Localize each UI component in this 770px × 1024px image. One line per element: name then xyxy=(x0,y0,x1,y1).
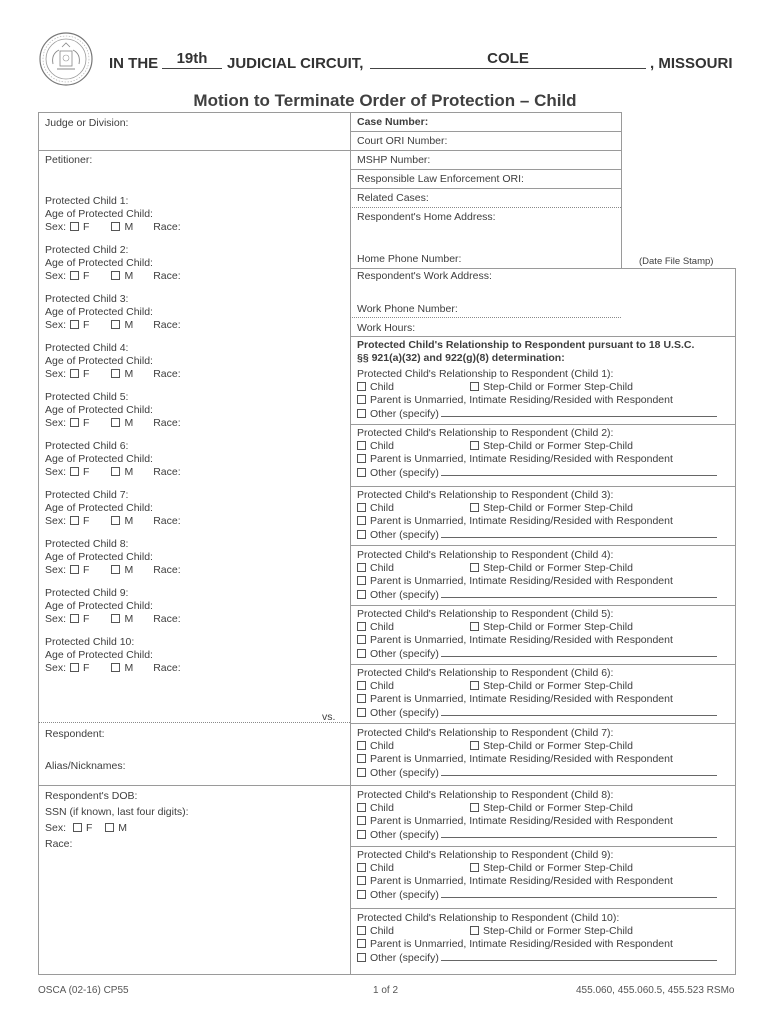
protected-child-sex-row xyxy=(45,662,181,675)
right-divider xyxy=(350,150,621,151)
relationship-row-other xyxy=(357,466,717,480)
sex-f-label: F xyxy=(83,221,90,233)
sex-f-label: F xyxy=(83,368,90,380)
alias-label: Alias/Nicknames: xyxy=(45,760,126,772)
child-checkbox[interactable] xyxy=(357,441,366,450)
sex-m-checkbox[interactable] xyxy=(111,418,120,427)
other-checkbox[interactable] xyxy=(357,590,366,599)
relationship-row-step xyxy=(470,740,633,753)
work-hours-label: Work Hours: xyxy=(357,322,416,334)
right-divider xyxy=(350,486,736,487)
sex-label: Sex: xyxy=(45,564,67,576)
respondent-label: Respondent: xyxy=(45,728,105,740)
relationship-title: Protected Child's Relationship to Respondent (Child 1): xyxy=(357,368,614,380)
protected-child-label: Protected Child 3: xyxy=(45,293,129,305)
sex-m-label: M xyxy=(124,515,134,527)
other-specify-field[interactable] xyxy=(441,828,717,838)
sex-m-label: M xyxy=(124,466,134,478)
sex-m-label: M xyxy=(124,319,134,331)
step-child-option-label: Step-Child or Former Step-Child xyxy=(483,381,633,393)
right-divider xyxy=(350,317,621,318)
respondent-dob-label: Respondent's DOB: xyxy=(45,790,138,802)
table-bottom-border xyxy=(38,974,736,975)
relationship-title: Protected Child's Relationship to Respondent (Child 10): xyxy=(357,912,620,924)
child-option-label: Child xyxy=(370,802,394,814)
race-label: Race: xyxy=(153,515,181,527)
other-specify-field[interactable] xyxy=(441,888,717,898)
respondent-sex-m-checkbox[interactable] xyxy=(105,823,114,832)
child-option-label: Child xyxy=(370,925,394,937)
sex-label: Sex: xyxy=(45,417,67,429)
sex-f-checkbox[interactable] xyxy=(70,663,79,672)
parent-unmarried-checkbox[interactable] xyxy=(357,939,366,948)
relationship-row-child xyxy=(357,802,394,815)
right-divider xyxy=(350,336,736,337)
child-checkbox[interactable] xyxy=(357,563,366,572)
relationship-row-parent xyxy=(357,693,673,706)
sex-f-checkbox[interactable] xyxy=(70,271,79,280)
protected-child-sex-row xyxy=(45,319,181,332)
missouri-state-seal xyxy=(38,31,94,87)
relationship-row-other xyxy=(357,528,717,542)
petitioner-label: Petitioner: xyxy=(45,154,93,166)
parent-unmarried-checkbox[interactable] xyxy=(357,516,366,525)
protected-child-label: Protected Child 6: xyxy=(45,440,129,452)
sex-label: Sex: xyxy=(45,662,67,674)
left-divider xyxy=(38,150,350,151)
right-divider xyxy=(350,605,736,606)
sex-m-label: M xyxy=(124,368,134,380)
relationship-row-parent xyxy=(357,815,673,828)
race-label: Race: xyxy=(153,368,181,380)
relationship-row-parent xyxy=(357,753,673,766)
relationship-row-step xyxy=(470,862,633,875)
sex-m-checkbox[interactable] xyxy=(111,467,120,476)
sex-m-checkbox[interactable] xyxy=(111,222,120,231)
judge-label: Judge or Division: xyxy=(45,117,129,129)
relationship-row-child xyxy=(357,925,394,938)
other-option-label: Other (specify) xyxy=(370,889,439,901)
other-specify-field[interactable] xyxy=(441,706,717,716)
sex-f-checkbox[interactable] xyxy=(70,222,79,231)
age-of-protected-child-label: Age of Protected Child: xyxy=(45,257,153,269)
child-checkbox[interactable] xyxy=(357,503,366,512)
age-of-protected-child-label: Age of Protected Child: xyxy=(45,502,153,514)
sex-f-label: F xyxy=(83,613,90,625)
relationship-row-child xyxy=(357,680,394,693)
relationship-row-other xyxy=(357,588,717,602)
age-of-protected-child-label: Age of Protected Child: xyxy=(45,649,153,661)
parent-unmarried-checkbox[interactable] xyxy=(357,754,366,763)
court-ori-label: Court ORI Number: xyxy=(357,135,448,147)
sex-m-checkbox[interactable] xyxy=(111,369,120,378)
sex-m-checkbox[interactable] xyxy=(111,614,120,623)
child-checkbox[interactable] xyxy=(357,741,366,750)
respondent-race-label: Race: xyxy=(45,838,73,850)
parent-unmarried-option-label: Parent is Unmarried, Intimate Residing/Resided with Respondent xyxy=(370,815,673,827)
statutes: 455.060, 455.060.5, 455.523 RSMo xyxy=(576,985,735,996)
child-option-label: Child xyxy=(370,740,394,752)
right-divider xyxy=(350,545,736,546)
relationship-row-child xyxy=(357,562,394,575)
left-divider xyxy=(38,722,350,723)
relationship-title: Protected Child's Relationship to Respondent (Child 9): xyxy=(357,849,614,861)
sex-f-checkbox[interactable] xyxy=(70,418,79,427)
table-left-border xyxy=(38,112,39,974)
race-label: Race: xyxy=(153,417,181,429)
step-child-checkbox[interactable] xyxy=(470,622,479,631)
relationship-row-step xyxy=(470,802,633,815)
relationship-row-step xyxy=(470,562,633,575)
parent-unmarried-checkbox[interactable] xyxy=(357,635,366,644)
child-option-label: Child xyxy=(370,502,394,514)
other-checkbox[interactable] xyxy=(357,708,366,717)
race-label: Race: xyxy=(153,613,181,625)
work-address-label: Respondent's Work Address: xyxy=(357,270,492,282)
sex-f-label: F xyxy=(85,822,93,834)
other-option-label: Other (specify) xyxy=(370,648,439,660)
sex-f-label: F xyxy=(83,564,90,576)
protected-child-label: Protected Child 8: xyxy=(45,538,129,550)
other-option-label: Other (specify) xyxy=(370,829,439,841)
sex-label: Sex: xyxy=(45,515,67,527)
case-number-label: Case Number: xyxy=(357,116,429,128)
relationship-row-parent xyxy=(357,938,673,951)
sex-f-checkbox[interactable] xyxy=(70,516,79,525)
relationship-row-other xyxy=(357,951,717,965)
relationship-row-parent xyxy=(357,394,673,407)
sex-label: Sex: xyxy=(45,822,67,834)
header-judicial-circuit: JUDICIAL CIRCUIT, xyxy=(227,55,364,72)
date-file-stamp-label: (Date File Stamp) xyxy=(639,256,714,267)
relationship-row-step xyxy=(470,381,633,394)
child-checkbox[interactable] xyxy=(357,863,366,872)
step-child-checkbox[interactable] xyxy=(470,926,479,935)
right-divider xyxy=(350,268,736,269)
sex-m-checkbox[interactable] xyxy=(111,516,120,525)
other-option-label: Other (specify) xyxy=(370,589,439,601)
step-child-option-label: Step-Child or Former Step-Child xyxy=(483,925,633,937)
protected-child-label: Protected Child 10: xyxy=(45,636,135,648)
sex-label: Sex: xyxy=(45,368,67,380)
home-address-label: Respondent's Home Address: xyxy=(357,211,496,223)
right-divider xyxy=(350,169,621,170)
other-option-label: Other (specify) xyxy=(370,529,439,541)
relationship-row-other xyxy=(357,828,717,842)
page-title: Motion to Terminate Order of Protection – Child xyxy=(193,91,577,110)
step-child-option-label: Step-Child or Former Step-Child xyxy=(483,621,633,633)
protected-child-label: Protected Child 5: xyxy=(45,391,129,403)
relationship-row-step xyxy=(470,621,633,634)
relationship-title: Protected Child's Relationship to Respondent (Child 4): xyxy=(357,549,614,561)
step-child-checkbox[interactable] xyxy=(470,803,479,812)
other-option-label: Other (specify) xyxy=(370,767,439,779)
age-of-protected-child-label: Age of Protected Child: xyxy=(45,551,153,563)
relationship-row-parent xyxy=(357,875,673,888)
left-divider xyxy=(38,785,350,786)
home-phone-label: Home Phone Number: xyxy=(357,253,462,265)
step-child-checkbox[interactable] xyxy=(470,681,479,690)
protected-child-label: Protected Child 7: xyxy=(45,489,129,501)
right-divider xyxy=(350,846,736,847)
sex-f-label: F xyxy=(83,319,90,331)
parent-unmarried-checkbox[interactable] xyxy=(357,454,366,463)
step-child-option-label: Step-Child or Former Step-Child xyxy=(483,502,633,514)
child-option-label: Child xyxy=(370,562,394,574)
protected-child-label: Protected Child 2: xyxy=(45,244,129,256)
relationship-row-child xyxy=(357,381,394,394)
sex-f-label: F xyxy=(83,417,90,429)
relationship-row-other xyxy=(357,407,717,421)
law-enforcement-ori-label: Responsible Law Enforcement ORI: xyxy=(357,173,524,185)
parent-unmarried-checkbox[interactable] xyxy=(357,876,366,885)
parent-unmarried-option-label: Parent is Unmarried, Intimate Residing/Resided with Respondent xyxy=(370,634,673,646)
sex-f-checkbox[interactable] xyxy=(70,467,79,476)
relationship-row-other xyxy=(357,647,717,661)
parent-unmarried-option-label: Parent is Unmarried, Intimate Residing/Resided with Respondent xyxy=(370,394,673,406)
form-id: OSCA (02-16) CP55 xyxy=(38,985,129,996)
sex-f-checkbox[interactable] xyxy=(70,614,79,623)
right-divider xyxy=(350,424,736,425)
right-divider xyxy=(350,908,736,909)
header-state: , MISSOURI xyxy=(650,55,733,72)
child-checkbox[interactable] xyxy=(357,382,366,391)
relationship-title: Protected Child's Relationship to Respondent (Child 5): xyxy=(357,608,614,620)
age-of-protected-child-label: Age of Protected Child: xyxy=(45,208,153,220)
race-label: Race: xyxy=(153,221,181,233)
sex-label: Sex: xyxy=(45,613,67,625)
protected-child-label: Protected Child 1: xyxy=(45,195,129,207)
related-cases-label: Related Cases: xyxy=(357,192,429,204)
child-checkbox[interactable] xyxy=(357,622,366,631)
protected-child-sex-row xyxy=(45,270,181,283)
circuit-number-field[interactable]: 19th xyxy=(162,50,222,69)
relationship-row-parent xyxy=(357,515,673,528)
other-checkbox[interactable] xyxy=(357,953,366,962)
case-box-right-border xyxy=(621,112,622,269)
right-divider xyxy=(350,188,621,189)
other-specify-field[interactable] xyxy=(441,951,717,961)
age-of-protected-child-label: Age of Protected Child: xyxy=(45,453,153,465)
other-checkbox[interactable] xyxy=(357,468,366,477)
parent-unmarried-option-label: Parent is Unmarried, Intimate Residing/Resided with Respondent xyxy=(370,693,673,705)
protected-child-sex-row xyxy=(45,466,181,479)
protected-child-sex-row xyxy=(45,515,181,528)
protected-child-label: Protected Child 9: xyxy=(45,587,129,599)
step-child-checkbox[interactable] xyxy=(470,863,479,872)
sex-m-label: M xyxy=(124,564,134,576)
other-option-label: Other (specify) xyxy=(370,952,439,964)
sex-f-label: F xyxy=(83,662,90,674)
relationship-row-parent xyxy=(357,634,673,647)
relationship-row-child xyxy=(357,862,394,875)
child-option-label: Child xyxy=(370,381,394,393)
ssn-label: SSN (if known, last four digits): xyxy=(45,806,189,818)
other-option-label: Other (specify) xyxy=(370,707,439,719)
relationship-title: Protected Child's Relationship to Respondent (Child 6): xyxy=(357,667,614,679)
step-child-checkbox[interactable] xyxy=(470,441,479,450)
relationship-row-step xyxy=(470,925,633,938)
race-label: Race: xyxy=(153,466,181,478)
sex-m-label: M xyxy=(124,613,134,625)
relationship-title: Protected Child's Relationship to Respondent (Child 8): xyxy=(357,789,614,801)
step-child-checkbox[interactable] xyxy=(470,741,479,750)
sex-f-checkbox[interactable] xyxy=(70,320,79,329)
relationship-row-parent xyxy=(357,575,673,588)
other-specify-field[interactable] xyxy=(441,466,717,476)
child-checkbox[interactable] xyxy=(357,926,366,935)
step-child-option-label: Step-Child or Former Step-Child xyxy=(483,740,633,752)
parent-unmarried-checkbox[interactable] xyxy=(357,694,366,703)
relationship-title: Protected Child's Relationship to Respondent (Child 3): xyxy=(357,489,614,501)
right-divider xyxy=(350,785,736,786)
relationship-row-other xyxy=(357,888,717,902)
other-option-label: Other (specify) xyxy=(370,467,439,479)
protected-child-sex-row xyxy=(45,221,181,234)
sex-f-label: F xyxy=(83,515,90,527)
right-divider xyxy=(350,664,736,665)
other-checkbox[interactable] xyxy=(357,768,366,777)
relationship-heading-line1: Protected Child's Relationship to Respondent pursuant to 18 U.S.C. xyxy=(357,339,695,351)
sex-m-label: M xyxy=(124,221,134,233)
sex-m-checkbox[interactable] xyxy=(111,565,120,574)
child-option-label: Child xyxy=(370,621,394,633)
step-child-checkbox[interactable] xyxy=(470,503,479,512)
right-divider xyxy=(350,723,736,724)
table-middle-border xyxy=(350,112,351,974)
sex-label: Sex: xyxy=(45,221,67,233)
sex-m-label: M xyxy=(118,822,128,834)
sex-m-checkbox[interactable] xyxy=(111,320,120,329)
step-child-option-label: Step-Child or Former Step-Child xyxy=(483,440,633,452)
step-child-option-label: Step-Child or Former Step-Child xyxy=(483,862,633,874)
step-child-option-label: Step-Child or Former Step-Child xyxy=(483,802,633,814)
step-child-option-label: Step-Child or Former Step-Child xyxy=(483,680,633,692)
sex-label: Sex: xyxy=(45,319,67,331)
page-number: 1 of 2 xyxy=(373,985,399,996)
other-specify-field[interactable] xyxy=(441,647,717,657)
parent-unmarried-option-label: Parent is Unmarried, Intimate Residing/Resided with Respondent xyxy=(370,753,673,765)
protected-child-sex-row xyxy=(45,613,181,626)
protected-child-sex-row xyxy=(45,417,181,430)
parent-unmarried-option-label: Parent is Unmarried, Intimate Residing/Resided with Respondent xyxy=(370,453,673,465)
other-specify-field[interactable] xyxy=(441,766,717,776)
step-child-option-label: Step-Child or Former Step-Child xyxy=(483,562,633,574)
parent-unmarried-option-label: Parent is Unmarried, Intimate Residing/Resided with Respondent xyxy=(370,938,673,950)
child-option-label: Child xyxy=(370,440,394,452)
step-child-checkbox[interactable] xyxy=(470,382,479,391)
relationship-row-child xyxy=(357,740,394,753)
table-right-border xyxy=(735,269,736,974)
other-option-label: Other (specify) xyxy=(370,408,439,420)
race-label: Race: xyxy=(153,662,181,674)
sex-label: Sex: xyxy=(45,270,67,282)
relationship-title: Protected Child's Relationship to Respondent (Child 2): xyxy=(357,427,614,439)
header-in-the: IN THE xyxy=(109,55,159,72)
race-label: Race: xyxy=(153,564,181,576)
other-checkbox[interactable] xyxy=(357,830,366,839)
child-checkbox[interactable] xyxy=(357,803,366,812)
race-label: Race: xyxy=(153,319,181,331)
county-field[interactable]: COLE xyxy=(370,50,646,69)
relationship-row-step xyxy=(470,440,633,453)
relationship-row-parent xyxy=(357,453,673,466)
relationship-row-child xyxy=(357,621,394,634)
vs-label: vs. xyxy=(322,711,336,723)
sex-label: Sex: xyxy=(45,466,67,478)
respondent-sex-f-checkbox[interactable] xyxy=(73,823,82,832)
age-of-protected-child-label: Age of Protected Child: xyxy=(45,355,153,367)
other-checkbox[interactable] xyxy=(357,649,366,658)
relationship-row-other xyxy=(357,706,717,720)
child-checkbox[interactable] xyxy=(357,681,366,690)
sex-m-checkbox[interactable] xyxy=(111,663,120,672)
race-label: Race: xyxy=(153,270,181,282)
protected-child-sex-row xyxy=(45,368,181,381)
sex-m-label: M xyxy=(124,662,134,674)
protected-child-label: Protected Child 4: xyxy=(45,342,129,354)
relationship-row-other xyxy=(357,766,717,780)
parent-unmarried-checkbox[interactable] xyxy=(357,816,366,825)
relationship-title: Protected Child's Relationship to Respondent (Child 7): xyxy=(357,727,614,739)
work-phone-label: Work Phone Number: xyxy=(357,303,458,315)
other-checkbox[interactable] xyxy=(357,409,366,418)
other-specify-field[interactable] xyxy=(441,588,717,598)
sex-f-checkbox[interactable] xyxy=(70,565,79,574)
sex-f-checkbox[interactable] xyxy=(70,369,79,378)
sex-m-label: M xyxy=(124,270,134,282)
parent-unmarried-option-label: Parent is Unmarried, Intimate Residing/Resided with Respondent xyxy=(370,515,673,527)
relationship-row-step xyxy=(470,680,633,693)
relationship-row-step xyxy=(470,502,633,515)
table-top-border xyxy=(38,112,622,113)
right-divider xyxy=(350,207,621,208)
child-option-label: Child xyxy=(370,862,394,874)
age-of-protected-child-label: Age of Protected Child: xyxy=(45,404,153,416)
child-option-label: Child xyxy=(370,680,394,692)
respondent-sex-row xyxy=(45,822,127,835)
other-checkbox[interactable] xyxy=(357,530,366,539)
sex-f-label: F xyxy=(83,270,90,282)
sex-f-label: F xyxy=(83,466,90,478)
parent-unmarried-checkbox[interactable] xyxy=(357,576,366,585)
right-divider xyxy=(350,131,621,132)
relationship-row-child xyxy=(357,440,394,453)
relationship-heading-line2: §§ 921(a)(32) and 922(g)(8) determination: xyxy=(357,352,565,364)
mshp-label: MSHP Number: xyxy=(357,154,431,166)
parent-unmarried-option-label: Parent is Unmarried, Intimate Residing/Resided with Respondent xyxy=(370,875,673,887)
other-specify-field[interactable] xyxy=(441,528,717,538)
protected-child-sex-row xyxy=(45,564,181,577)
sex-m-label: M xyxy=(124,417,134,429)
other-checkbox[interactable] xyxy=(357,890,366,899)
other-specify-field[interactable] xyxy=(441,407,717,417)
step-child-checkbox[interactable] xyxy=(470,563,479,572)
age-of-protected-child-label: Age of Protected Child: xyxy=(45,600,153,612)
parent-unmarried-checkbox[interactable] xyxy=(357,395,366,404)
age-of-protected-child-label: Age of Protected Child: xyxy=(45,306,153,318)
parent-unmarried-option-label: Parent is Unmarried, Intimate Residing/Resided with Respondent xyxy=(370,575,673,587)
relationship-row-child xyxy=(357,502,394,515)
sex-m-checkbox[interactable] xyxy=(111,271,120,280)
